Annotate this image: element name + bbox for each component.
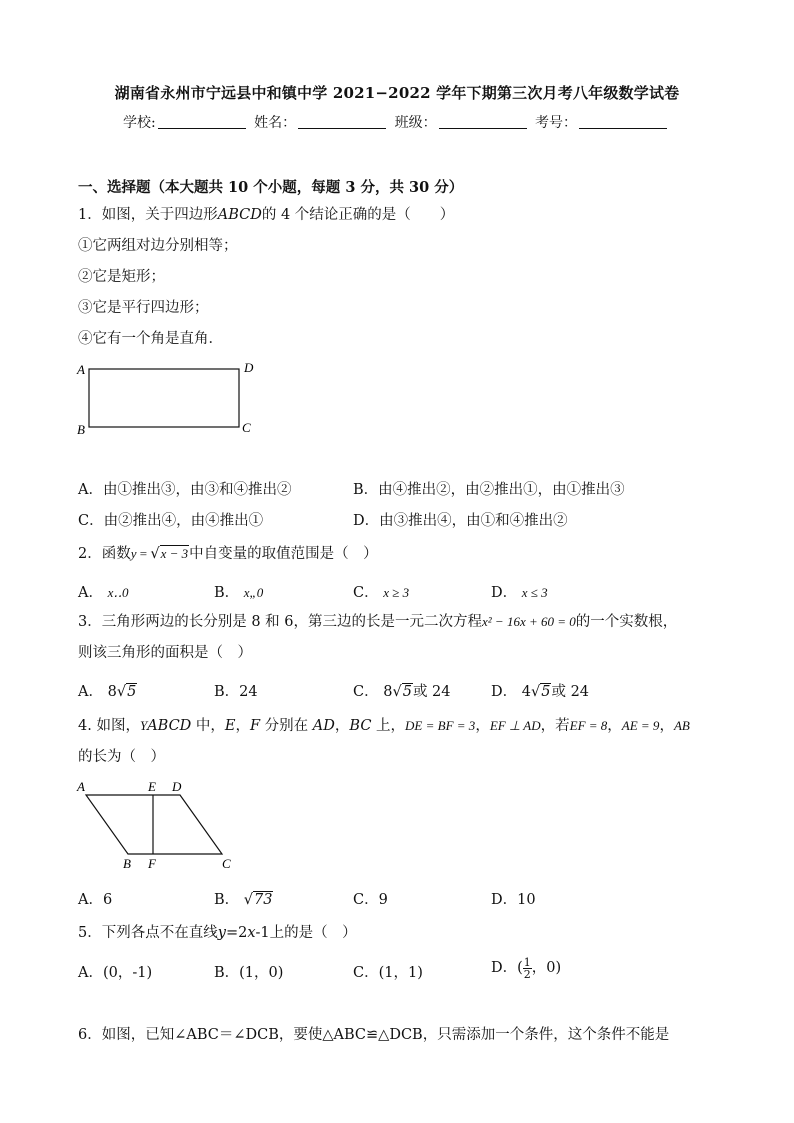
q6-stem: 6．如图，已知∠ABC＝∠DCB，要使△ABC≌△DCB，只需添加一个条件，这个条件不能是: [78, 1027, 670, 1043]
label-c: C: [222, 856, 231, 871]
q4-option-c[interactable]: C．9: [353, 892, 388, 908]
parallelogram-abcd: [86, 795, 222, 854]
q4-option-b[interactable]: B． √73: [214, 892, 273, 908]
q1-option-a[interactable]: A．由①推出③，由③和④推出②: [78, 482, 292, 498]
label-d: D: [244, 360, 254, 375]
q1-statement-4: ④它有一个角是直角．: [78, 331, 223, 347]
exam-title: 湖南省永州市宁远县中和镇中学 2021−2022 学年下期第三次月考八年级数学试卷: [114, 84, 680, 102]
school-label: 学校:: [122, 115, 156, 131]
q3-option-c[interactable]: C． 8√5或 24: [353, 684, 451, 700]
q5-option-c[interactable]: C．(1，1): [353, 965, 423, 981]
label-d: D: [172, 779, 182, 794]
q1-statement-2: ②它是矩形；: [78, 269, 165, 285]
exam-no-blank[interactable]: [579, 116, 667, 129]
q4-parallelogram-figure: [72, 776, 242, 872]
q3-stem: 3．三角形两边的长分别是 8 和 6，第三边的长是一元二次方程x² − 16x + 60 = 0的一个实数根，: [78, 614, 678, 630]
q3-option-a[interactable]: A． 8√5: [78, 684, 137, 700]
q2-option-a[interactable]: A． x‥0: [78, 585, 129, 601]
class-label: 班级：: [394, 115, 437, 131]
q1-option-b[interactable]: B．由④推出②，由②推出①，由①推出③: [353, 482, 625, 498]
label-f: F: [148, 856, 156, 871]
label-e: E: [148, 779, 156, 794]
label-b: B: [123, 856, 131, 871]
label-a: A: [77, 362, 85, 377]
q5-option-b[interactable]: B．(1，0): [214, 965, 284, 981]
q4-stem: 4. 如图，YABCD 中，E，F 分别在 AD，BC 上，DE = BF = 3，EF ⊥ AD，若EF = 8，AE = 9，AB: [78, 718, 690, 734]
name-label: 姓名：: [254, 115, 297, 131]
q3-stem-line2: 则该三角形的面积是（ ）: [78, 645, 252, 661]
q4-stem-line2: 的长为（ ）: [78, 749, 165, 765]
q3-option-b[interactable]: B．24: [214, 684, 258, 700]
exam-no-label: 考号：: [535, 115, 578, 131]
section-heading: 一、选择题（本大题共 10 个小题，每题 3 分，共 30 分）: [78, 179, 464, 196]
q1-statement-1: ①它两组对边分别相等；: [78, 238, 238, 254]
q1-option-d[interactable]: D．由③推出④，由①和④推出②: [353, 513, 568, 529]
class-blank[interactable]: [439, 116, 527, 129]
label-c: C: [242, 420, 251, 435]
q5-option-a[interactable]: A．(0，-1): [78, 965, 153, 981]
fraction-one-half: $\frac{1}{2}$: [523, 955, 531, 981]
label-b: B: [77, 422, 85, 437]
label-a: A: [77, 779, 85, 794]
q5-option-d[interactable]: D．( $\frac{1}{2}$ ，0): [491, 955, 562, 981]
school-blank[interactable]: [158, 116, 246, 129]
q1-rectangle-figure: [70, 358, 270, 438]
rectangle-abcd: [89, 369, 239, 427]
q2-option-c[interactable]: C． x ≥ 3: [353, 585, 410, 601]
student-info-line: [0, 112, 794, 132]
q1-stem: 1．如图，关于四边形ABCD的 4 个结论正确的是（ ）: [78, 207, 455, 223]
q2-stem: 2．函数y = √x − 3中自变量的取值范围是（ ）: [78, 546, 378, 562]
q1-option-c[interactable]: C．由②推出④，由④推出①: [78, 513, 264, 529]
q4-option-a[interactable]: A．6: [78, 892, 113, 908]
q4-option-d[interactable]: D．10: [491, 892, 536, 908]
q2-option-d[interactable]: D． x ≤ 3: [491, 585, 548, 601]
name-blank[interactable]: [298, 116, 386, 129]
q3-option-d[interactable]: D． 4√5或 24: [491, 684, 590, 700]
q2-option-b[interactable]: B． x„0: [214, 585, 264, 601]
q1-statement-3: ③它是平行四边形；: [78, 300, 209, 316]
q5-stem: 5．下列各点不在直线y=2x-1上的是（ ）: [78, 925, 357, 941]
